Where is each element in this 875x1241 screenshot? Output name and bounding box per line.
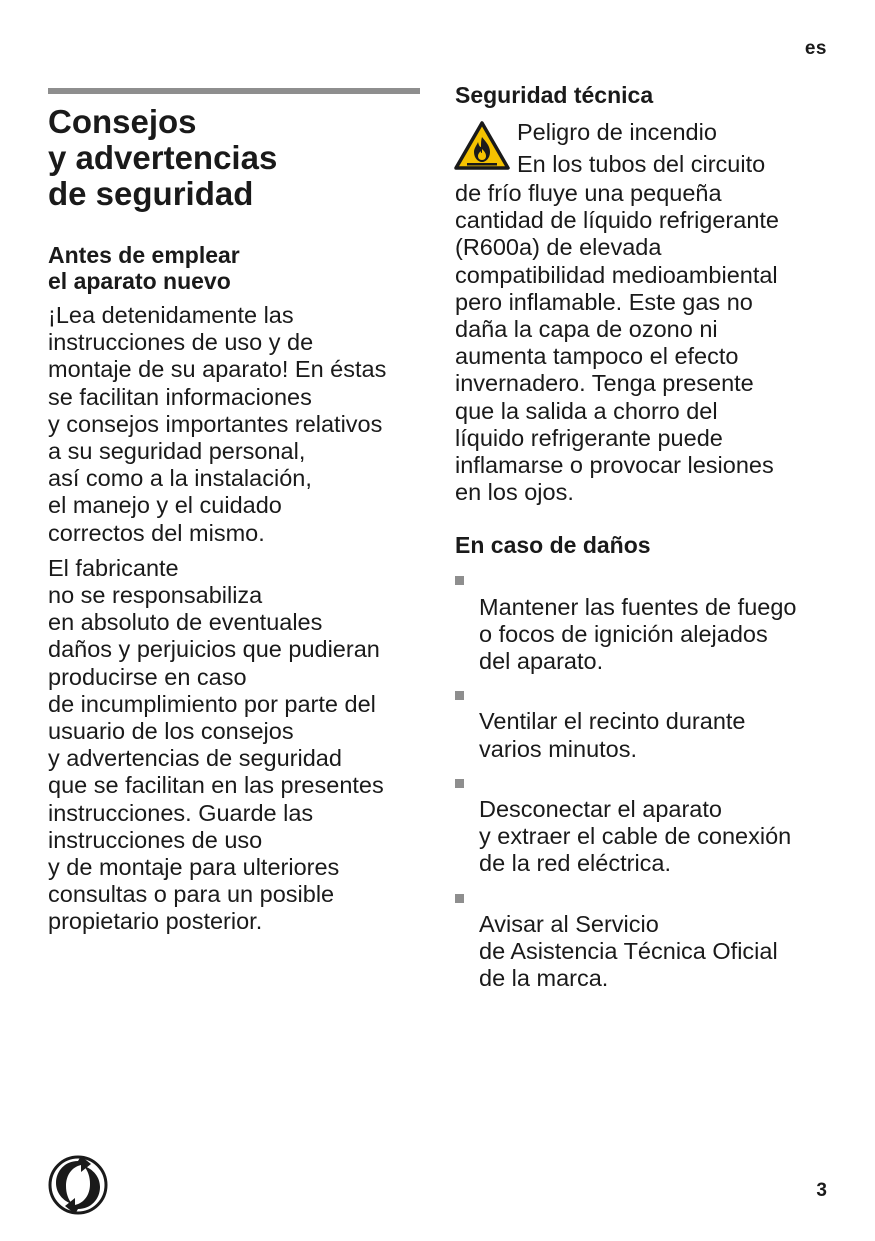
page-title — [48, 104, 420, 212]
damage-list — [455, 566, 830, 992]
intro-paragraph: ¡Lea detenidamente las instrucciones de uso y de montaje de su aparato! En éstas se facilitan informaciones y consejos importantes relativos a su seguridad personal, así como a la instalación, el manejo y el cuidado correctos del mismo. — [48, 302, 387, 546]
language-code: es — [804, 38, 827, 59]
fire-warning-first-line: En los tubos del circuito — [517, 151, 766, 177]
bullet-square-icon — [455, 576, 464, 585]
bullet-square-icon — [455, 691, 464, 700]
list-item-text: Avisar al Servicio de Asistencia Técnica Oficial de la marca. — [479, 910, 778, 992]
fire-warning-body: de frío fluye una pequeña cantidad de líquido refrigerante (R600a) de elevada compatibilidad medioambiental pero inflamable. Este gas no daña la capa de ozono ni aumenta tampoco el efecto invernadero. Tenga presente que la salida a chorro del líquido refrigerante puede inflamarse o provocar lesiones en los ojos. — [455, 180, 779, 506]
fire-warning-icon — [453, 120, 511, 172]
list-item-text: Mantener las fuentes de fuego o focos de ignición alejados del aparato. — [479, 593, 797, 675]
fire-warning-title: Peligro de incendio — [517, 119, 717, 145]
damage-heading: En caso de daños — [455, 532, 651, 559]
technical-safety-heading: Seguridad técnica — [455, 82, 654, 108]
liability-paragraph: El fabricante no se responsabiliza en absoluto de eventuales daños y perjuicios que pudieran producirse en caso de incumplimiento por parte del usuario de los consejos y advertencias de seguridad que se facilitan en las presentes instrucciones. Guarde las instrucciones de uso y de montaje para ulteriores consultas o para un posible propietario posterior. — [48, 554, 384, 935]
list-item-text: Desconectar el aparato y extraer el cable de conexión de la red eléctrica. — [479, 796, 792, 877]
page-title-line-1: Consejos — [48, 103, 197, 140]
list-item — [455, 566, 830, 675]
title-rule — [48, 88, 420, 94]
left-column — [48, 88, 420, 944]
right-column — [455, 82, 830, 998]
before-use-heading-line-1: Antes de emplear — [48, 242, 240, 268]
page-number: 3 — [816, 1180, 827, 1201]
before-use-heading — [48, 242, 420, 294]
list-item — [455, 681, 830, 763]
green-dot-recycle-icon — [48, 1155, 108, 1215]
list-item — [455, 884, 830, 993]
page-title-line-3: de seguridad — [48, 175, 254, 212]
list-item-text: Ventilar el recinto durante varios minutos. — [479, 708, 746, 762]
list-item — [455, 769, 830, 878]
page-title-line-2: y advertencias — [48, 139, 278, 176]
bullet-square-icon — [455, 894, 464, 903]
fire-warning — [455, 116, 830, 506]
before-use-heading-line-2: el aparato nuevo — [48, 268, 231, 294]
bullet-square-icon — [455, 779, 464, 788]
